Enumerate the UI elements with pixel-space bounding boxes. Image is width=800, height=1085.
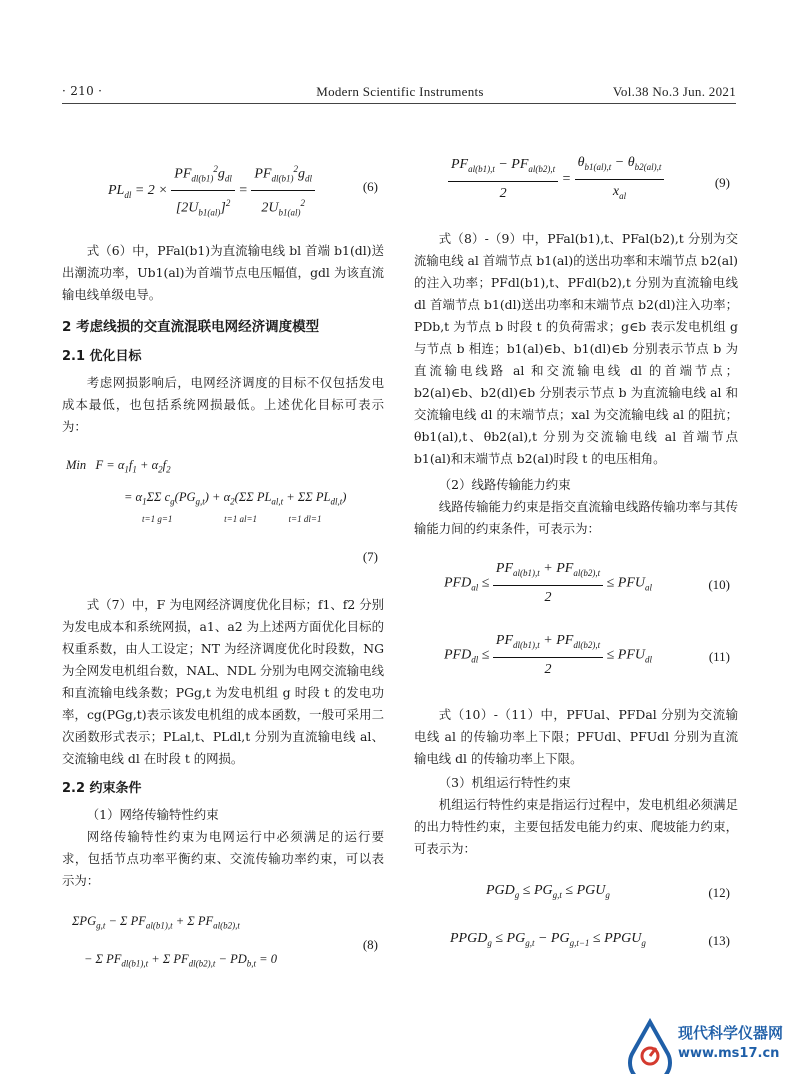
- subsection-1: （1）网络传输特性约束: [86, 807, 219, 822]
- right-para-1: 式（8）-（9）中，PFal(b1),t、PFal(b2),t 分别为交流输电线 al 首端节点 b1(al)的送出功率和末端节点 b2(al)的注入功率；PFdl(b1),t、PFdl(b2),t 分别为直流输电线 dl 首端节点 b1(dl)送出功率和末端节点 b2(dl)注入功率；PDb,t 为节点 b 时段 t 的负荷需求；g∈b 表示发电机组 g 与节点 b 相连；b1(al)∈b、b1(dl)∈b 分别表示节点 b 为直流输电线路 al 和交流输电线 dl 的首端节点；b2(al)∈b、b2(dl)∈b 分别表示节点 b 为直流输电线 al 和交流输电线 dl 的末端节点；xal 为交流输电线 al 的阻抗；θb1(al),t、θb2(al),t 分别为交流输电线 al 首端节点 b1(al)和末端节点 b2(al)时段 t 的电压相角。: [414, 231, 738, 466]
- eq8-number: (8): [362, 937, 378, 952]
- logo-url: www.ms17.cn: [678, 1046, 780, 1061]
- header-rule: [62, 103, 736, 104]
- eq13-number: (13): [708, 933, 730, 948]
- issue-info: Vol.38 No.3 Jun. 2021: [612, 84, 736, 99]
- watermark-logo: [626, 1018, 796, 1078]
- left-para-3: 式（7）中，F 为电网经济调度优化目标；f1、f2 分别为发电成本和系统网损，a1、a2 为上述两方面优化目标的权重系数，由人工设定；NT 为经济调度优化时段数，NG 为全网发电机组台数，NAL、NDL 分别为电网交流输电线和直流输电线条数；PGg,t 为发电机组 g 时段 t 的发电功率，cg(PGg,t)表示该发电机组的成本函数，一般可采用二次函数形式表示；PLal,t、PLdl,t 分别为直流输电线 al、交流输电线 dl 在时段 t 的网损。: [62, 597, 384, 766]
- right-para-3: 式（10）-（11）中，PFUal、PFDal 分别为交流输电线 al 的传输功率上下限；PFUdl、PFUdl 分别为直流输电线 dl 的传输功率上下限。: [414, 707, 738, 766]
- left-column: [62, 140, 384, 992]
- journal-name: Modern Scientific Instruments: [316, 84, 484, 99]
- eq9-number: (9): [714, 175, 730, 190]
- eq6-number: (6): [362, 179, 378, 194]
- equation-13: $PPGD_g \le PG_{g,t} - PG_{g,t-1}$ ≤ $PPGU_g$ (13): [414, 922, 738, 962]
- right-para-2: 线路传输能力约束是指交直流输电线路传输功率与其传输能力间的约束条件，可表示为：: [414, 499, 738, 536]
- section-2-1-heading: 2.1 优化目标: [62, 349, 142, 364]
- eq7-number: (7): [362, 549, 378, 564]
- eq10-number: (10): [708, 577, 730, 592]
- eq12-number: (12): [708, 885, 730, 900]
- equation-6: $PL_{dl} = 2$ × $\frac{PF_{dl(b1)}^2g_{dl}}{[2U_{b1(al)}]^2}$ = $\frac{PF_{dl(b1)}^2g_{dl}}{2U_{b1(al)}^2}$ (6): [62, 140, 384, 224]
- section-2-heading: 2 考虑线损的交直流混联电网经济调度模型: [62, 319, 320, 335]
- section-2-2-heading: 2.2 约束条件: [62, 781, 142, 796]
- left-para-1: 式（6）中，PFal(b1)为直流输电线 bl 首端 b1(dl)送出潮流功率，Ub1(al)为首端节点电压幅值，gdl 为该直流输电线单级电导。: [62, 243, 384, 302]
- logo-icon: [626, 1018, 674, 1074]
- eq11-number: (11): [708, 649, 730, 664]
- left-para-4: 网络传输特性约束为电网运行中必须满足的运行要求，包括节点功率平衡约束、交流传输功率约束，可以表示为：: [62, 829, 384, 888]
- equation-7: Min $F = \alpha_1f_1 + \alpha_2f_2$ = $\alpha_1\Sigma\Sigma$ $c_g(PG_{g,t}) + \alpha_2(\Sigma\Sigma$ $PL_{al,t} + \Sigma\Sigma$ $PL_{dl,t}$) t=1 g=1 t=1 al=1 t=1 dl=1 (7): [62, 452, 384, 588]
- page-number: · 210 ·: [62, 84, 103, 98]
- equation-11: $PFD_{dl}$ ≤ $\frac{PF_{dl(b1),t} + PF_{dl(b2),t}}{2}$ ≤ $PFU_{dl}$ (11): [414, 626, 738, 688]
- subsection-3: （3）机组运行特性约束: [438, 775, 571, 790]
- equation-8: $\Sigma PG_{g,t} - \Sigma$ $PF_{al(b1),t} + \Sigma$ $PF_{al(b2),t}$ − Σ $PF_{dl(b1),t} + \Sigma$ $PF_{dl(b2),t} - PD_{b,t} = 0$ (8): [72, 914, 378, 969]
- right-para-4: 机组运行特性约束是指运行过程中，发电机组必须满足的出力特性约束，主要包括发电能力约束、爬坡能力约束，可表示为：: [414, 797, 738, 856]
- equation-10: $PFD_{al}$ ≤ $\frac{PF_{al(b1),t} + PF_{al(b2),t}}{2}$ ≤ $PFU_{al}$ (10): [414, 554, 738, 616]
- subsection-2: （2）线路传输能力约束: [438, 477, 571, 492]
- logo-name: 现代科学仪器网: [678, 1024, 784, 1042]
- equation-9: $\frac{PF_{al(b1),t} - PF_{al(b2),t}}{2}$ = $\frac{\theta_{b1(al),t} - \theta_{b2(al),t}}{x_{al}}$ (9): [414, 140, 738, 214]
- left-para-2: 考虑网损影响后，电网经济调度的目标不仅包括发电成本最低，也包括系统网损最低。上述优化目标可表示为：: [62, 375, 384, 434]
- right-column: [414, 140, 738, 962]
- equation-12: $PGD_g \le PG_{g,t} \le PGU_g$ (12): [414, 874, 738, 914]
